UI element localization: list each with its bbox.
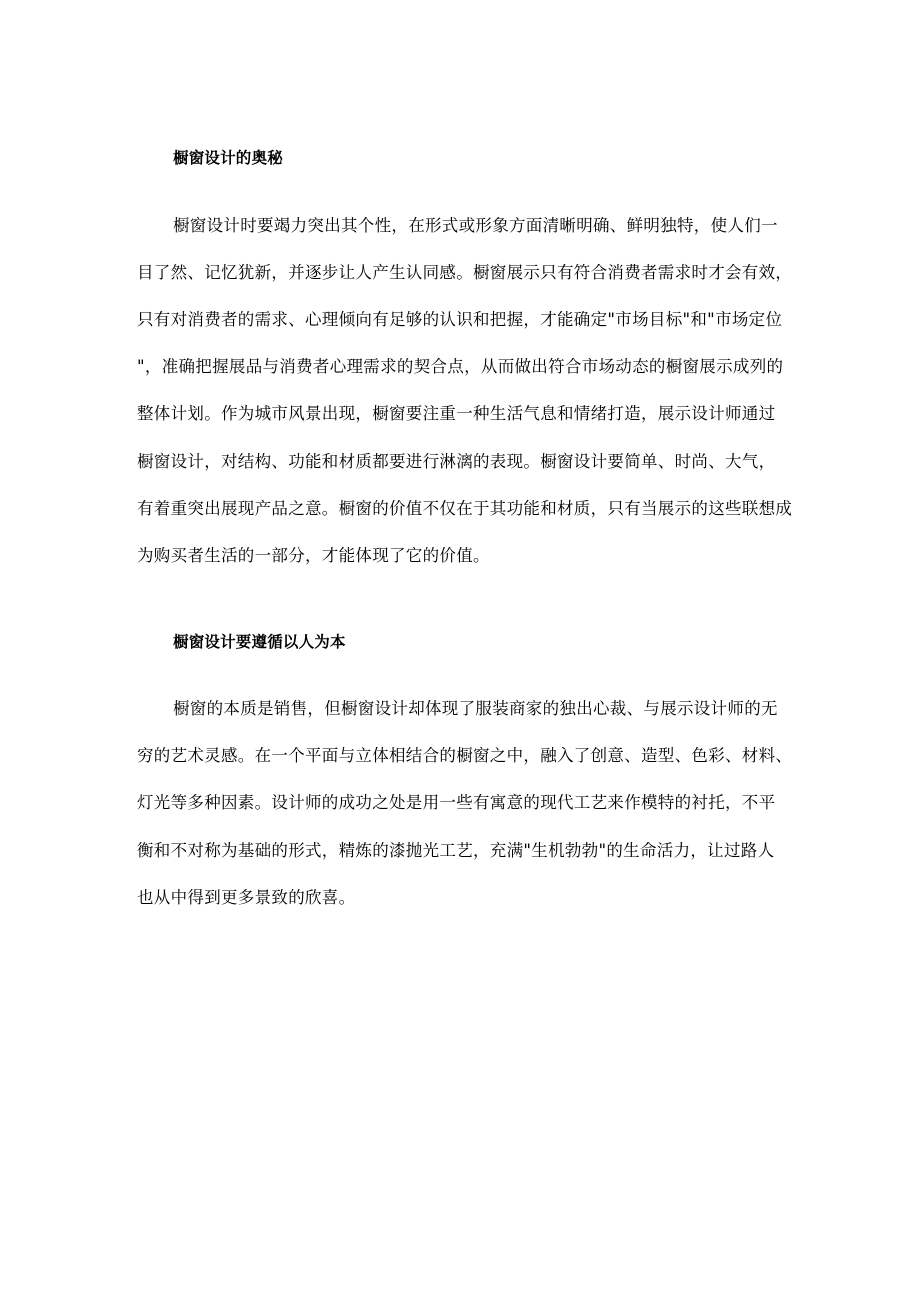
paragraph-line: 只有对消费者的需求、心理倾向有足够的认识和把握，才能确定"市场目标"和"市场定位	[137, 310, 783, 329]
paragraph-line: "，准确把握展品与消费者心理需求的契合点，从而做出符合市场动态的橱窗展示成列的	[137, 357, 784, 376]
section-heading: 橱窗设计的奥秘	[173, 149, 283, 167]
paragraph-line: 橱窗设计时要竭力突出其个性，在形式或形象方面清晰明确、鲜明独特，使人们一	[173, 216, 778, 235]
paragraph-line: 灯光等多种因素。设计师的成功之处是用一些有寓意的现代工艺来作模特的衬托，不平	[137, 793, 776, 812]
paragraph-line: 目了然、记忆犹新，并逐步让人产生认同感。橱窗展示只有符合消费者需求时才会有效，	[137, 263, 793, 282]
paragraph-line: 橱窗设计，对结构、功能和材质都要进行淋漓的表现。橱窗设计要简单、时尚、大气，	[137, 452, 776, 471]
section-heading: 橱窗设计要遵循以人为本	[173, 633, 346, 651]
paragraph-line: 橱窗的本质是销售，但橱窗设计却体现了服装商家的独出心裁、与展示设计师的无	[173, 699, 778, 718]
paragraph-line: 有着重突出展现产品之意。橱窗的价值不仅在于其功能和材质，只有当展示的这些联想成	[137, 499, 793, 518]
paragraph-line: 衡和不对称为基础的形式，精炼的漆抛光工艺，充满"生机勃勃"的生命活力，让过路人	[137, 841, 775, 860]
paragraph-line: 为购买者生活的一部分，才能体现了它的价值。	[137, 546, 490, 565]
paragraph-line: 也从中得到更多景致的欣喜。	[137, 888, 356, 907]
paragraph-line: 穷的艺术灵感。在一个平面与立体相结合的橱窗之中，融入了创意、造型、色彩、材料、	[137, 746, 793, 765]
paragraph-line: 整体计划。作为城市风景出现，橱窗要注重一种生活气息和情绪打造，展示设计师通过	[137, 404, 776, 423]
